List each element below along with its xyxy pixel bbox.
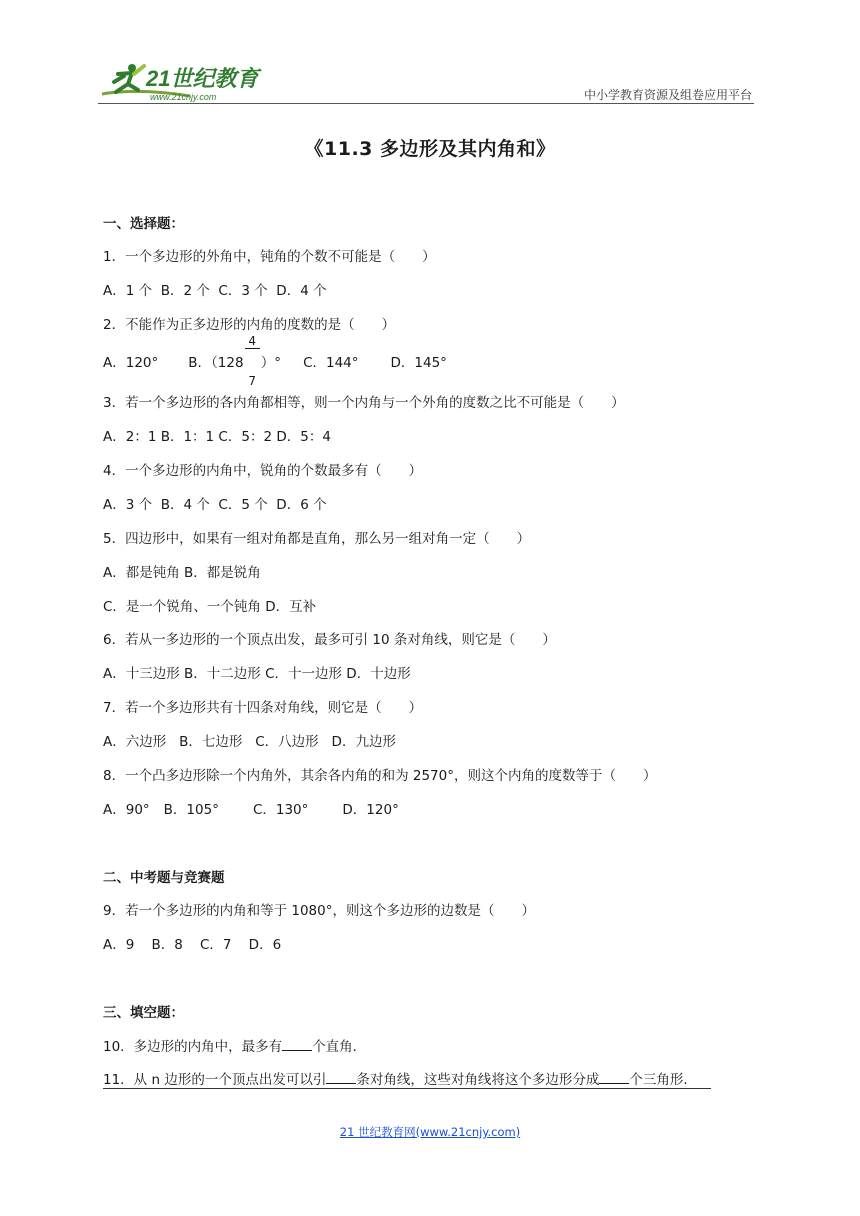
answer-blank[interactable] bbox=[282, 1036, 312, 1051]
question-8-options bbox=[103, 798, 399, 818]
question-3-options: A．2：1 B．1：1 C．5：2 D．5：4 bbox=[103, 429, 331, 445]
section-heading-fill: 三、填空题： bbox=[103, 1005, 184, 1021]
footer-link[interactable]: 21 世纪教育网(www.21cnjy.com) bbox=[339, 1125, 521, 1139]
logo-title: 21世纪教育 bbox=[146, 66, 259, 91]
question-2-options bbox=[103, 333, 447, 388]
footer bbox=[0, 1124, 860, 1140]
option-c: C．130° bbox=[252, 802, 309, 818]
question-4: 4．一个多边形的内角中，锐角的个数最多有（ ） bbox=[103, 463, 423, 479]
question-9-options: A．9 B．8 C．7 D．6 bbox=[103, 937, 282, 953]
logo-url: www.21cnjy.com bbox=[150, 92, 217, 102]
section-heading-contest: 二、中考题与竞赛题 bbox=[103, 870, 225, 886]
section-heading-choice: 一、选择题： bbox=[103, 216, 184, 232]
option-a: A．90° bbox=[103, 802, 150, 818]
option-a: A．120° bbox=[103, 355, 159, 371]
question-5: 5．四边形中，如果有一组对角都是直角，那么另一组对角一定（ ） bbox=[103, 531, 531, 547]
question-8: 8．一个凸多边形除一个内角外，其余各内角的和为 2570°，则这个内角的度数等于（ ） bbox=[103, 768, 657, 784]
question-1: 1．一个多边形的外角中，钝角的个数不可能是（ ） bbox=[103, 249, 436, 265]
question-1-options: A．1 个 B．2 个 C．3 个 D．4 个 bbox=[103, 283, 327, 299]
question-11 bbox=[103, 1068, 697, 1088]
question-11-suffix: 个三角形． bbox=[629, 1072, 697, 1088]
footer-divider bbox=[103, 1088, 711, 1089]
question-3: 3．若一个多边形的各内角都相等，则一个内角与一个外角的度数之比不可能是（ ） bbox=[103, 395, 625, 411]
question-10-suffix: 个直角． bbox=[312, 1039, 367, 1055]
logo bbox=[98, 60, 268, 104]
option-b: B．105° bbox=[163, 802, 219, 818]
question-4-options: A．3 个 B．4 个 C．5 个 D．6 个 bbox=[103, 497, 327, 513]
fraction-numerator: 4 bbox=[245, 335, 260, 349]
question-7-options: A．六边形 B．七边形 C．八边形 D．九边形 bbox=[103, 734, 396, 750]
question-9: 9．若一个多边形的内角和等于 1080°，则这个多边形的边数是（ ） bbox=[103, 903, 535, 919]
option-b-prefix: B．（128 bbox=[188, 355, 244, 371]
question-7: 7．若一个多边形共有十四条对角线，则它是（ ） bbox=[103, 700, 423, 716]
option-d: D．145° bbox=[390, 355, 447, 371]
question-6: 6．若从一多边形的一个顶点出发，最多可引 10 条对角线，则它是（ ） bbox=[103, 632, 556, 648]
answer-blank[interactable] bbox=[326, 1069, 356, 1084]
question-11-middle: 条对角线，这些对角线将这个多边形分成 bbox=[356, 1072, 600, 1088]
question-6-options: A．十三边形 B．十二边形 C．十一边形 D．十边形 bbox=[103, 666, 411, 682]
question-10-text: 10．多边形的内角中，最多有 bbox=[103, 1039, 283, 1055]
header-divider bbox=[98, 103, 754, 104]
page-title: 《11.3 多边形及其内角和》 bbox=[304, 138, 556, 160]
question-5-options-1: A．都是钝角 B．都是锐角 bbox=[103, 565, 261, 581]
question-5-options-2: C．是一个锐角、一个钝角 D．互补 bbox=[103, 599, 317, 615]
question-11-text: 11．从 n 边形的一个顶点出发可以引 bbox=[103, 1072, 327, 1088]
question-10 bbox=[103, 1035, 366, 1055]
platform-label: 中小学教育资源及组卷应用平台 bbox=[583, 88, 752, 102]
answer-blank[interactable] bbox=[599, 1069, 629, 1084]
question-2: 2．不能作为正多边形的内角的度数的是（ ） bbox=[103, 317, 396, 333]
runner-logo-icon bbox=[98, 60, 268, 104]
option-b-suffix: ）° bbox=[260, 355, 282, 371]
fraction-denominator: 7 bbox=[248, 373, 256, 388]
option-d: D．120° bbox=[342, 802, 399, 818]
option-c: C．144° bbox=[303, 355, 359, 371]
